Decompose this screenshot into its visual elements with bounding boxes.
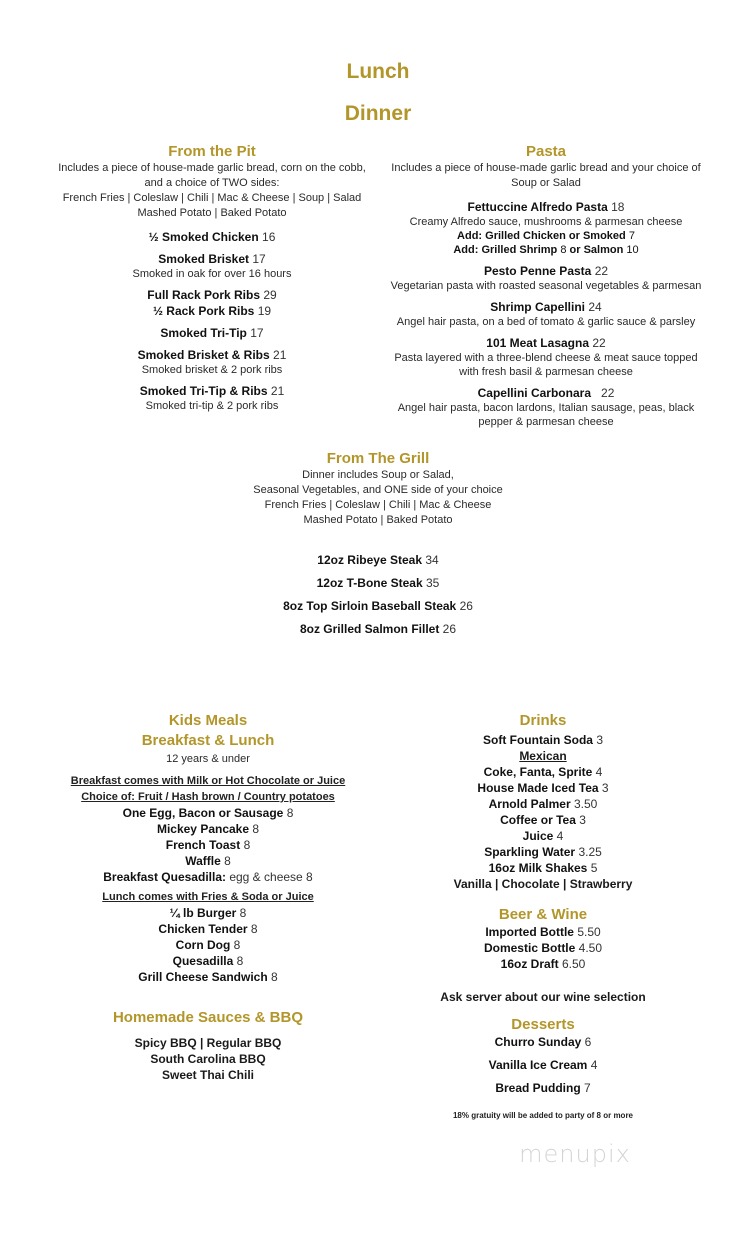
menu-item: Shrimp Capellini 24 [490, 300, 602, 314]
section-subtitle: Breakfast & Lunch [141, 732, 275, 749]
menu-item: Juice 4 [522, 829, 564, 843]
section-title: Pasta [525, 143, 567, 160]
menu-item: Sparkling Water 3.25 [484, 845, 602, 859]
menu-item: Chicken Tender 8 [158, 922, 258, 936]
menu-item: Breakfast Quesadilla: egg & cheese 8 [103, 870, 313, 884]
menu-item: ½ Rack Pork Ribs 19 [152, 304, 272, 318]
sauce-item: Spicy BBQ | Regular BBQ [134, 1036, 282, 1050]
menu-item: House Made Iced Tea 3 [477, 781, 609, 795]
section-kids-meals [48, 712, 368, 985]
addon-line: Add: Grilled Shrimp 8 or Salmon 10 [453, 244, 639, 256]
item-description: Pasta layered with a three-blend cheese & meat sauce topped [394, 352, 698, 364]
section-from-the-pit [20, 143, 404, 413]
breakfast-choice-note: Choice of: Fruit / Hash brown / Country potatoes [81, 791, 335, 803]
section-title: Desserts [511, 1016, 575, 1033]
gratuity-note: 18% gratuity will be added to party of 8 or more [452, 1111, 634, 1120]
menu-title-lunch: Lunch [346, 60, 410, 83]
menu-item: ½ Smoked Chicken 16 [148, 230, 276, 244]
item-description: Angel hair pasta, on a bed of tomato & garlic sauce & parsley [396, 316, 696, 328]
item-description: Vegetarian pasta with roasted seasonal vegetables & parmesan [390, 280, 702, 292]
menu-item: Capellini Carbonara 22 [477, 386, 615, 400]
section-note: Dinner includes Soup or Salad, Seasonal Vegetables, and ONE side of your choice French Fries | Coleslaw | Chili | Mac & Cheese Mashed Potato | Baked Potato [253, 469, 503, 526]
menu-item: Full Rack Pork Ribs 29 [147, 288, 277, 302]
section-desserts [420, 1016, 666, 1096]
menu-item: Waffle 8 [185, 854, 231, 868]
menu-item: Mickey Pancake 8 [156, 822, 260, 836]
section-beer-wine [420, 906, 666, 1005]
section-title: From the Pit [168, 143, 256, 160]
menu-item: 8oz Grilled Salmon Fillet 26 [299, 622, 457, 636]
menu-item: Soft Fountain Soda 3 [482, 733, 604, 747]
menu-item: 101 Meat Lasagna 22 [486, 336, 606, 350]
menu-item: Grill Cheese Sandwich 8 [138, 970, 278, 984]
addon-line: Add: Grilled Chicken or Smoked 7 [457, 230, 635, 242]
menu-item: French Toast 8 [165, 838, 251, 852]
menu-item: 8oz Top Sirloin Baseball Steak 26 [283, 599, 473, 613]
section-title: Drinks [519, 712, 567, 729]
menu-item: Pesto Penne Pasta 22 [483, 264, 609, 278]
section-title: Beer & Wine [498, 906, 588, 923]
menu-item: 12oz T-Bone Steak 35 [316, 576, 440, 590]
menu-item: One Egg, Bacon or Sausage 8 [122, 806, 294, 820]
menu-item: 12oz Ribeye Steak 34 [317, 553, 439, 567]
section-sauces [48, 1009, 368, 1083]
section-note: Includes a piece of house-made garlic bread, corn on the cobb, and a choice of TWO sides: French Fries | Coleslaw | Chili | Mac & Cheese | Soup | Salad Mashed Potato | Baked Potato [58, 162, 366, 219]
milkshake-flavors: Vanilla | Chocolate | Strawberry [453, 877, 633, 891]
menu-item: Arnold Palmer 3.50 [488, 797, 598, 811]
section-drinks [420, 712, 666, 892]
breakfast-note: Breakfast comes with Milk or Hot Chocolate or Juice [70, 775, 346, 787]
menu-item: Coffee or Tea 3 [500, 813, 586, 827]
section-title: From The Grill [326, 450, 430, 467]
item-description: Smoked in oak for over 16 hours [132, 268, 292, 280]
section-title: Homemade Sauces & BBQ [112, 1009, 304, 1026]
section-from-the-grill [178, 450, 578, 637]
menu-item: ¼ lb Burger 8 [169, 906, 247, 920]
menu-item: Quesadilla 8 [172, 954, 244, 968]
wine-note: Ask server about our wine selection [440, 990, 646, 1004]
item-description: Smoked brisket & 2 pork ribs [141, 364, 283, 376]
menu-item: Imported Bottle 5.50 [485, 925, 601, 939]
age-note: 12 years & under [166, 753, 250, 765]
menu-item: Bread Pudding 7 [495, 1081, 591, 1095]
item-description: Angel hair pasta, bacon lardons, Italian sausage, peas, black [397, 402, 695, 414]
menu-item: 16oz Milk Shakes 5 [488, 861, 598, 875]
menu-title-dinner: Dinner [344, 102, 412, 125]
item-description: Smoked tri-tip & 2 pork ribs [145, 400, 279, 412]
menu-item: Corn Dog 8 [175, 938, 241, 952]
watermark-logo: menupix [519, 1140, 631, 1168]
menu-item: 16oz Draft 6.50 [500, 957, 586, 971]
item-description: pepper & parmesan cheese [478, 416, 614, 428]
menu-item: Coke, Fanta, Sprite 4 [483, 765, 603, 779]
item-description: with fresh basil & parmesan cheese [459, 366, 633, 378]
lunch-note: Lunch comes with Fries & Soda or Juice [102, 891, 314, 903]
item-description: Creamy Alfredo sauce, mushrooms & parmesan cheese [409, 216, 683, 228]
menu-item: Vanilla Ice Cream 4 [488, 1058, 598, 1072]
menu-item: Smoked Tri-Tip 17 [160, 326, 264, 340]
sauce-item: Sweet Thai Chili [161, 1068, 254, 1082]
section-pasta [370, 143, 722, 429]
section-note: Includes a piece of house-made garlic bread and your choice of Soup or Salad [391, 162, 701, 189]
section-title: Kids Meals [168, 712, 248, 729]
sauce-item: South Carolina BBQ [150, 1052, 266, 1066]
mexican-subheading: Mexican [519, 749, 567, 763]
menu-item: Churro Sunday 6 [494, 1035, 592, 1049]
menu-item: Fettuccine Alfredo Pasta 18 [467, 200, 625, 214]
menu-item: Smoked Brisket & Ribs 21 [137, 348, 287, 362]
menu-item: Smoked Brisket 17 [158, 252, 266, 266]
menu-item: Domestic Bottle 4.50 [483, 941, 603, 955]
menu-item: Smoked Tri-Tip & Ribs 21 [139, 384, 285, 398]
